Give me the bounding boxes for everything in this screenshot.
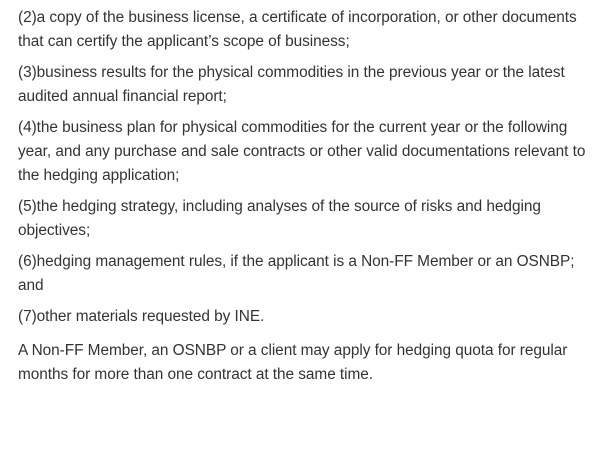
paragraph-item-4: (4)the business plan for physical commodities for the current year or the following year, and any purchase and sale contracts or other valid documentations relevant to the hedging application; bbox=[18, 119, 586, 184]
paragraph-item-6: (6)hedging management rules, if the applicant is a Non-FF Member or an OSNBP; and bbox=[18, 253, 575, 294]
paragraph-item-7: (7)other materials requested by INE. bbox=[18, 308, 265, 325]
paragraph-hedging-quota-note: A Non-FF Member, an OSNBP or a client may apply for hedging quota for regular months for more than one contract at the same time. bbox=[18, 342, 568, 383]
paragraph-item-5: (5)the hedging strategy, including analyses of the source of risks and hedging objectives; bbox=[18, 198, 541, 239]
paragraph-item-3: (3)business results for the physical commodities in the previous year or the latest audited annual financial report; bbox=[18, 64, 565, 105]
paragraph-item-2: (2)a copy of the business license, a certificate of incorporation, or other documents that can certify the applicant’s scope of business; bbox=[18, 9, 577, 50]
